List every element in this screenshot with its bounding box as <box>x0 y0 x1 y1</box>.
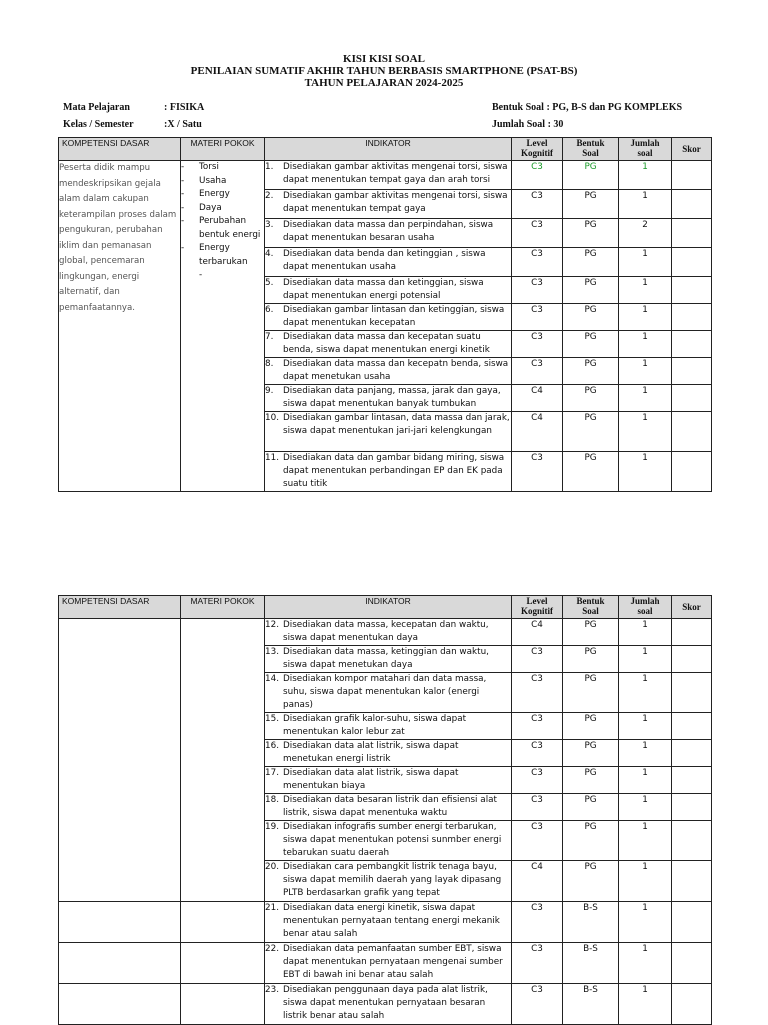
indikator-item <box>265 331 511 357</box>
indikator-number: 7. <box>265 332 274 342</box>
indikator-number: 3. <box>265 220 274 230</box>
indikator-cell <box>265 304 512 331</box>
jumlah-cell: 1 <box>619 673 672 713</box>
indikator-cell <box>265 794 512 821</box>
indikator-cell <box>265 619 512 646</box>
indikator-text: Disediakan data massa dan perpindahan, siswa dapat menentukan besaran usaha <box>283 220 494 243</box>
indikator-item <box>265 277 511 303</box>
indikator-cell <box>265 452 512 492</box>
indikator-item <box>265 902 511 941</box>
indikator-item <box>265 767 511 793</box>
jumlah-cell: 1 <box>619 821 672 861</box>
level-cell: C3 <box>512 902 563 943</box>
materi-text: Daya <box>199 202 222 213</box>
indikator-text: Disediakan data energi kinetik, siswa dapat menentukan pernyataan tentang energi mekanik benar atau salah <box>283 903 500 939</box>
col-bentuk-soal <box>563 138 619 161</box>
bentuk-cell: PG <box>563 190 619 219</box>
level-cell: C3 <box>512 219 563 248</box>
kisi-table-1 <box>58 137 712 492</box>
indikator-item <box>265 412 511 438</box>
skor-cell <box>672 358 712 385</box>
indikator-cell <box>265 673 512 713</box>
skor-cell <box>672 219 712 248</box>
level-cell: C3 <box>512 740 563 767</box>
bentuk-cell: PG <box>563 452 619 492</box>
indikator-number: 12. <box>265 620 279 630</box>
col-level-line1: Level <box>526 138 548 148</box>
level-cell: C3 <box>512 190 563 219</box>
indikator-text: Disediakan gambar lintasan dan ketinggian, siswa dapat menentukan kecepatan <box>283 305 505 328</box>
skor-cell <box>672 740 712 767</box>
materi-item <box>181 175 264 189</box>
indikator-cell <box>265 219 512 248</box>
level-cell: C4 <box>512 385 563 412</box>
col-level-line1-2: Level <box>526 596 548 606</box>
indikator-cell <box>265 740 512 767</box>
indikator-text: Disediakan data massa dan kecepatn benda, siswa dapat menetukan usaha <box>283 359 509 382</box>
indikator-text: Disediakan data massa, kecepatan dan waktu, siswa dapat menentukan daya <box>283 620 489 643</box>
materi-pokok-cell <box>181 619 265 902</box>
materi-item <box>181 188 264 202</box>
indikator-number: 2. <box>265 191 274 201</box>
kisi-table-2 <box>58 595 712 1025</box>
col-jumlah-line2-2: soal <box>637 605 653 616</box>
level-cell: C4 <box>512 619 563 646</box>
level-cell: C3 <box>512 713 563 740</box>
indikator-text: Disediakan data alat listrik, siswa dapat menetukan energi listrik <box>283 741 459 764</box>
indikator-text: Disediakan gambar aktivitas mengenai torsi, siswa dapat menentukan tempat gaya dan arah torsi <box>283 162 508 185</box>
indikator-number: 14. <box>265 674 279 684</box>
kelas-label: Kelas / Semester <box>63 119 134 130</box>
table-row <box>59 161 712 190</box>
indikator-item <box>265 619 511 645</box>
materi-bullet: - <box>181 189 185 199</box>
indikator-cell <box>265 190 512 219</box>
materi-pokok-cell <box>181 984 265 1025</box>
level-cell: C4 <box>512 412 563 452</box>
col-jumlah-soal-2 <box>619 596 672 619</box>
indikator-text: Disediakan gambar lintasan, data massa dan jarak, siswa dapat menentukan jari-jari kelengkungan <box>283 413 510 436</box>
table-2-body <box>59 619 712 1025</box>
level-cell: C3 <box>512 794 563 821</box>
jumlah-cell: 1 <box>619 619 672 646</box>
indikator-text: Disediakan grafik kalor-suhu, siswa dapat menentukan kalor lebur zat <box>283 714 467 737</box>
jumlah-cell: 1 <box>619 740 672 767</box>
col-bentuk-line2-2: Soal <box>582 605 599 616</box>
jumlah-soal-info: Jumlah Soal : 30 <box>492 119 564 130</box>
indikator-cell <box>265 821 512 861</box>
bentuk-cell: PG <box>563 248 619 277</box>
indikator-item <box>265 161 511 187</box>
indikator-item <box>265 794 511 820</box>
mapel-value: : FISIKA <box>164 102 205 113</box>
skor-cell <box>672 452 712 492</box>
bentuk-cell: B-S <box>563 943 619 984</box>
indikator-item <box>265 248 511 274</box>
level-cell: C3 <box>512 646 563 673</box>
indikator-text: Disediakan kompor matahari dan data massa, suhu, siswa dapat menentukan kalor (energi panas) <box>283 674 487 710</box>
doc-subtitle: PENILAIAN SUMATIF AKHIR TAHUN BERBASIS SMARTPHONE (PSAT-BS) <box>190 65 578 77</box>
skor-cell <box>672 821 712 861</box>
indikator-number: 11. <box>265 453 279 463</box>
indikator-number: 9. <box>265 386 274 396</box>
col-kompetensi-dasar-2: KOMPETENSI DASAR <box>59 596 181 619</box>
jumlah-cell: 1 <box>619 277 672 304</box>
indikator-text: Disediakan cara pembangkit listrik tenaga bayu, siswa dapat memilih daerah yang layak dipasang PLTB berdasarkan grafik yang tepat <box>283 862 502 898</box>
bentuk-cell: PG <box>563 713 619 740</box>
indikator-text: Disediakan data massa, ketinggian dan waktu, siswa dapat menetukan daya <box>283 647 489 670</box>
indikator-text: Disediakan data benda dan ketinggian , siswa dapat menentukan usaha <box>283 249 486 272</box>
materi-item <box>181 161 264 175</box>
jumlah-cell: 1 <box>619 713 672 740</box>
bentuk-cell: PG <box>563 861 619 902</box>
indikator-cell <box>265 358 512 385</box>
skor-cell <box>672 794 712 821</box>
indikator-item <box>265 673 511 712</box>
indikator-cell <box>265 385 512 412</box>
col-jumlah-soal <box>619 138 672 161</box>
materi-item <box>181 202 264 216</box>
bentuk-cell: PG <box>563 794 619 821</box>
doc-year: TAHUN PELAJARAN 2024-2025 <box>304 77 464 89</box>
skor-cell <box>672 673 712 713</box>
indikator-text: Disediakan data pemanfaatan sumber EBT, siswa dapat menentukan pernyataan mengenai sumber EBT di bawah ini benar atau salah <box>283 944 503 980</box>
jumlah-cell: 1 <box>619 794 672 821</box>
col-level-line2-2: Kognitif <box>520 605 553 616</box>
bentuk-cell: PG <box>563 767 619 794</box>
bentuk-cell: PG <box>563 304 619 331</box>
skor-cell <box>672 902 712 943</box>
skor-cell <box>672 646 712 673</box>
materi-pokok-cell <box>181 161 265 492</box>
skor-cell <box>672 412 712 452</box>
col-materi-pokok: MATERI POKOK <box>181 138 265 161</box>
materi-bullet: - <box>181 175 185 186</box>
bentuk-cell: B-S <box>563 902 619 943</box>
materi-item <box>181 269 264 283</box>
jumlah-cell: 1 <box>619 861 672 902</box>
indikator-cell <box>265 248 512 277</box>
level-cell: C3 <box>512 161 563 190</box>
indikator-number: 23. <box>265 985 279 995</box>
level-cell: C3 <box>512 248 563 277</box>
indikator-item <box>265 452 511 491</box>
indikator-item <box>265 219 511 245</box>
indikator-cell <box>265 713 512 740</box>
indikator-number: 15. <box>265 714 279 724</box>
indikator-number: 17. <box>265 768 279 778</box>
indikator-item <box>265 385 511 411</box>
indikator-text: Disediakan data dan gambar bidang miring, siswa dapat menentukan perbandingan EP dan EK pada suatu titik <box>283 453 505 489</box>
jumlah-cell: 1 <box>619 161 672 190</box>
indikator-cell <box>265 412 512 452</box>
table-row <box>59 619 712 646</box>
indikator-cell <box>265 277 512 304</box>
materi-bullet: - <box>181 202 185 213</box>
indikator-number: 21. <box>265 903 279 913</box>
kompetensi-dasar-cell <box>59 619 181 902</box>
indikator-number: 5. <box>265 278 274 288</box>
indikator-number: 16. <box>265 741 279 751</box>
col-bentuk-line2: Soal <box>582 147 599 158</box>
doc-title: KISI KISI SOAL <box>343 53 425 65</box>
indikator-text: Disediakan data besaran listrik dan efisiensi alat listrik, siswa dapat menentuka waktu <box>283 795 497 818</box>
col-skor: Skor <box>672 138 712 161</box>
level-cell: C3 <box>512 767 563 794</box>
indikator-cell <box>265 984 512 1025</box>
skor-cell <box>672 984 712 1025</box>
bentuk-cell: PG <box>563 385 619 412</box>
jumlah-cell: 1 <box>619 190 672 219</box>
indikator-number: 18. <box>265 795 279 805</box>
bentuk-cell: PG <box>563 358 619 385</box>
indikator-item <box>265 358 511 384</box>
indikator-item <box>265 740 511 766</box>
kompetensi-dasar-cell <box>59 943 181 984</box>
materi-pokok-cell <box>181 902 265 943</box>
jumlah-cell: 1 <box>619 646 672 673</box>
level-cell: C3 <box>512 358 563 385</box>
materi-bullet: - <box>181 243 185 253</box>
indikator-item <box>265 984 511 1023</box>
kelas-value: :X / Satu <box>164 119 202 130</box>
col-indikator-2: INDIKATOR <box>265 596 512 619</box>
materi-text: Perubahan bentuk energi <box>199 216 261 240</box>
materi-bullet <box>181 269 199 283</box>
jumlah-cell: 2 <box>619 219 672 248</box>
indikator-cell <box>265 331 512 358</box>
indikator-cell <box>265 861 512 902</box>
col-bentuk-soal-2 <box>563 596 619 619</box>
indikator-number: 13. <box>265 647 279 657</box>
jumlah-cell: 1 <box>619 385 672 412</box>
materi-text: Torsi <box>199 162 219 172</box>
level-cell: C3 <box>512 277 563 304</box>
level-cell: C3 <box>512 452 563 492</box>
bentuk-cell: PG <box>563 161 619 190</box>
skor-cell <box>672 248 712 277</box>
bentuk-cell: PG <box>563 673 619 713</box>
bentuk-cell: PG <box>563 619 619 646</box>
jumlah-cell: 1 <box>619 358 672 385</box>
col-materi-pokok-2: MATERI POKOK <box>181 596 265 619</box>
level-cell: C3 <box>512 304 563 331</box>
bentuk-cell: PG <box>563 646 619 673</box>
bentuk-cell: PG <box>563 821 619 861</box>
skor-cell <box>672 385 712 412</box>
indikator-cell <box>265 646 512 673</box>
indikator-text: Disediakan infografis sumber energi terbarukan, siswa dapat menentukan potensi sunmber energi tebarukan suatu daerah <box>283 822 502 858</box>
jumlah-cell: 1 <box>619 984 672 1025</box>
indikator-number: 19. <box>265 822 279 832</box>
col-jumlah-line1: Jumlah <box>630 138 660 148</box>
indikator-item <box>265 713 511 739</box>
materi-bullet: - <box>181 216 185 226</box>
jumlah-cell: 1 <box>619 902 672 943</box>
materi-bullet: - <box>181 162 185 172</box>
table-row <box>59 984 712 1025</box>
indikator-text: Disediakan data panjang, massa, jarak dan gaya, siswa dapat menentukan banyak tumbukan <box>283 386 501 409</box>
kompetensi-dasar-cell: Peserta didik mampu mendeskripsikan gejala alam dalam cakupan keterampilan proses dalam pengukuran, perubahan iklim dan pemanasan global, pencemaran lingkungan, energi alternatif, dan pemanfaatannya. <box>59 161 181 492</box>
mapel-label: Mata Pelajaran <box>63 102 130 113</box>
kompetensi-dasar-cell <box>59 984 181 1025</box>
col-jumlah-line2: soal <box>637 147 653 158</box>
materi-text: Energy <box>199 189 230 199</box>
table-1-body <box>59 161 712 492</box>
indikator-number: 10. <box>265 413 279 423</box>
level-cell: C3 <box>512 821 563 861</box>
indikator-cell <box>265 902 512 943</box>
materi-item <box>181 215 264 242</box>
skor-cell <box>672 190 712 219</box>
jumlah-cell: 1 <box>619 248 672 277</box>
col-level-line2: Kognitif <box>520 147 553 158</box>
jumlah-cell: 1 <box>619 304 672 331</box>
indikator-text: Disediakan data alat listrik, siswa dapat menentukan biaya <box>283 768 459 791</box>
materi-item <box>181 242 264 269</box>
indikator-item <box>265 821 511 860</box>
table-row <box>59 902 712 943</box>
skor-cell <box>672 304 712 331</box>
indikator-text: Disediakan data massa dan ketinggian, siswa dapat menentukan energi potensial <box>283 278 484 301</box>
jumlah-cell: 1 <box>619 767 672 794</box>
col-level-kognitif <box>512 138 563 161</box>
indikator-number: 4. <box>265 249 274 259</box>
skor-cell <box>672 161 712 190</box>
bentuk-soal-info: Bentuk Soal : PG, B-S dan PG KOMPLEKS <box>492 102 683 113</box>
indikator-item <box>265 943 511 982</box>
indikator-item <box>265 304 511 330</box>
col-level-kognitif-2 <box>512 596 563 619</box>
skor-cell <box>672 767 712 794</box>
materi-pokok-cell <box>181 943 265 984</box>
kompetensi-dasar-cell <box>59 902 181 943</box>
jumlah-cell: 1 <box>619 943 672 984</box>
indikator-number: 20. <box>265 862 279 872</box>
indikator-text: Disediakan data massa dan kecepatan suatu benda, siswa dapat menentukan energi kinetik <box>283 332 490 355</box>
col-bentuk-line1: Bentuk <box>576 138 605 148</box>
jumlah-cell: 1 <box>619 452 672 492</box>
indikator-cell <box>265 767 512 794</box>
indikator-cell <box>265 943 512 984</box>
level-cell: C4 <box>512 861 563 902</box>
skor-cell <box>672 331 712 358</box>
materi-text: Energy terbarukan <box>199 243 248 267</box>
indikator-text: Disediakan penggunaan daya pada alat listrik, siswa dapat menentukan pernyataan besaran listrik benar atau salah <box>283 985 488 1021</box>
col-bentuk-line1-2: Bentuk <box>576 596 605 606</box>
level-cell: C3 <box>512 331 563 358</box>
indikator-text: Disediakan gambar aktivitas mengenai torsi, siswa dapat menentukan tempat gaya <box>283 191 508 214</box>
materi-text: - <box>199 270 203 280</box>
bentuk-cell: B-S <box>563 984 619 1025</box>
col-indikator: INDIKATOR <box>265 138 512 161</box>
bentuk-cell: PG <box>563 740 619 767</box>
table-row <box>59 943 712 984</box>
indikator-number: 6. <box>265 305 274 315</box>
bentuk-cell: PG <box>563 219 619 248</box>
indikator-item <box>265 190 511 216</box>
indikator-cell <box>265 161 512 190</box>
indikator-number: 22. <box>265 944 279 954</box>
bentuk-cell: PG <box>563 412 619 452</box>
indikator-number: 1. <box>265 162 274 172</box>
skor-cell <box>672 713 712 740</box>
level-cell: C3 <box>512 984 563 1025</box>
col-skor-2: Skor <box>672 596 712 619</box>
skor-cell <box>672 619 712 646</box>
bentuk-cell: PG <box>563 277 619 304</box>
skor-cell <box>672 861 712 902</box>
level-cell: C3 <box>512 673 563 713</box>
col-jumlah-line1-2: Jumlah <box>630 596 660 606</box>
level-cell: C3 <box>512 943 563 984</box>
jumlah-cell: 1 <box>619 412 672 452</box>
materi-text: Usaha <box>199 175 227 186</box>
skor-cell <box>672 277 712 304</box>
indikator-number: 8. <box>265 359 274 369</box>
indikator-item <box>265 861 511 900</box>
bentuk-cell: PG <box>563 331 619 358</box>
jumlah-cell: 1 <box>619 331 672 358</box>
indikator-item <box>265 646 511 672</box>
col-kompetensi-dasar: KOMPETENSI DASAR <box>59 138 181 161</box>
skor-cell <box>672 943 712 984</box>
